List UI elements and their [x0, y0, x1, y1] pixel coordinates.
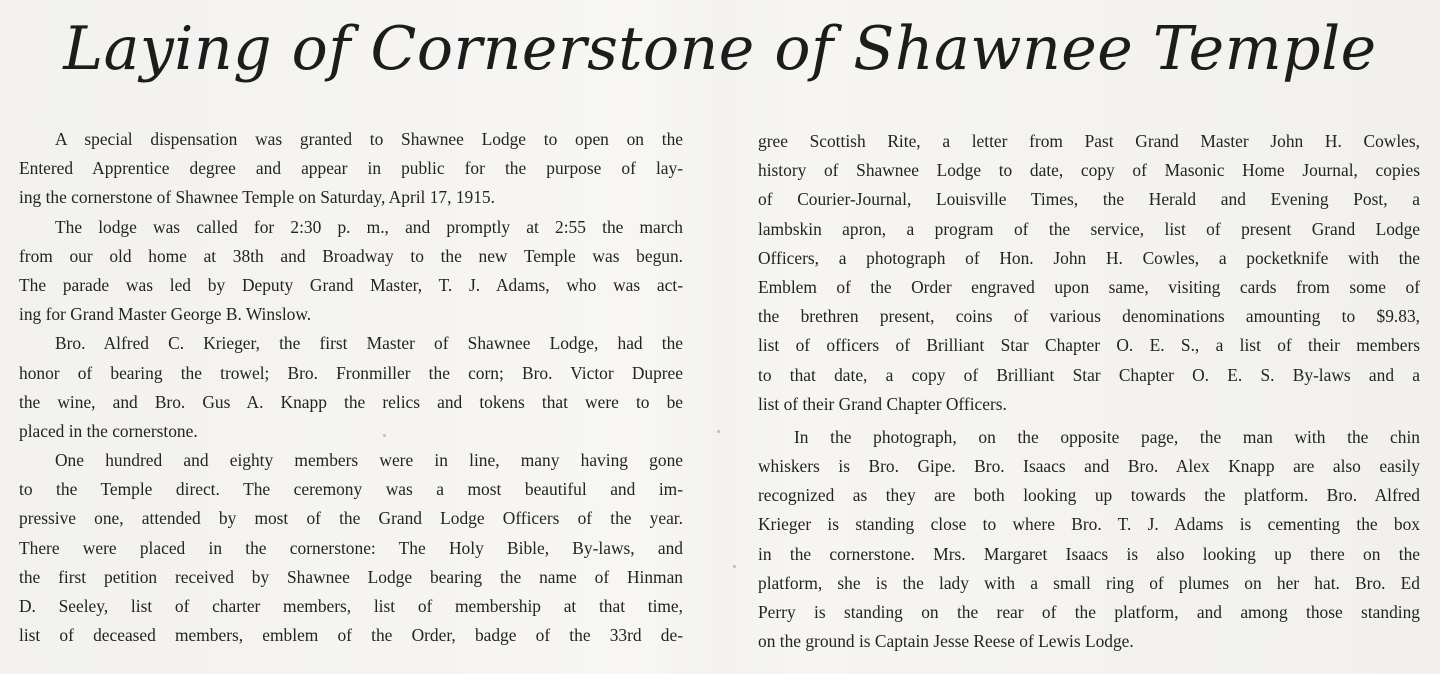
text-line: the brethren present, coins of various denominations amounting to $9.83, — [758, 306, 1420, 327]
paragraph — [19, 446, 683, 650]
page-title: Laying of Cornerstone of Shawnee Temple — [63, 14, 1377, 84]
text-line: in the cornerstone. Mrs. Margaret Isaacs is also looking up there on the — [758, 543, 1420, 564]
paragraph — [19, 213, 683, 330]
text-line: Perry is standing on the rear of the platform, and among those standing — [758, 602, 1420, 622]
paragraph — [758, 423, 1420, 657]
print-speck — [383, 434, 386, 437]
text-line: Krieger is standing close to where Bro. T. J. Adams is cementing the box — [758, 514, 1420, 535]
paragraph — [758, 127, 1420, 419]
text-line: from our old home at 38th and Broadway to the new Temple was begun. — [19, 245, 683, 266]
text-line: history of Shawnee Lodge to date, copy of Masonic Home Journal, copies — [758, 160, 1420, 181]
text-line: There were placed in the cornerstone: The Holy Bible, By-laws, and — [19, 537, 683, 558]
text-line: list of deceased members, emblem of the Order, badge of the 33rd de- — [19, 625, 683, 646]
left-text-column — [19, 125, 683, 650]
text-line: placed in the cornerstone. — [19, 420, 198, 441]
text-line: ing for Grand Master George B. Winslow. — [19, 304, 312, 325]
text-line: lambskin apron, a program of the service, list of present Grand Lodge — [758, 218, 1420, 239]
text-line: ing the cornerstone of Shawnee Temple on Saturday, April 17, 1915. — [19, 187, 495, 208]
text-line: Entered Apprentice degree and appear in public for the purpose of lay- — [19, 158, 683, 179]
text-line: honor of bearing the trowel; Bro. Fronmiller the corn; Bro. Victor Dupree — [19, 362, 683, 383]
text-line: Officers, a photograph of Hon. John H. Cowles, a pocketknife with the — [758, 247, 1420, 268]
text-line: The parade was led by Deputy Grand Master, T. J. Adams, who was act- — [19, 274, 683, 295]
text-line: In the photograph, on the opposite page, the man with the chin — [794, 426, 1420, 447]
text-line: Bro. Alfred C. Krieger, the first Master of Shawnee Lodge, had the — [55, 333, 683, 354]
text-line: to the Temple direct. The ceremony was a most beautiful and im- — [19, 479, 683, 500]
text-line: A special dispensation was granted to Shawnee Lodge to open on the — [55, 129, 683, 149]
text-line: of Courier-Journal, Louisville Times, the Herald and Evening Post, a — [758, 189, 1420, 210]
text-line: One hundred and eighty members were in line, many having gone — [55, 450, 683, 471]
right-text-column — [758, 127, 1420, 656]
text-line: recognized as they are both looking up towards the platform. Bro. Alfred — [758, 485, 1420, 506]
text-line: list of officers of Brilliant Star Chapter O. E. S., a list of their members — [758, 335, 1420, 356]
text-line: D. Seeley, list of charter members, list of membership at that time, — [19, 596, 683, 616]
paragraph — [19, 125, 683, 213]
print-speck — [717, 430, 720, 433]
text-line: the wine, and Bro. Gus A. Knapp the relics and tokens that were to be — [19, 391, 683, 412]
text-line: whiskers is Bro. Gipe. Bro. Isaacs and Bro. Alex Knapp are also easily — [758, 456, 1420, 477]
text-line: Emblem of the Order engraved upon same, visiting cards from some of — [758, 276, 1420, 297]
text-line: on the ground is Captain Jesse Reese of Lewis Lodge. — [758, 631, 1134, 652]
text-line: the first petition received by Shawnee Lodge bearing the name of Hinman — [19, 566, 683, 587]
paragraph — [19, 329, 683, 446]
text-line: pressive one, attended by most of the Grand Lodge Officers of the year. — [19, 508, 683, 529]
text-line: platform, she is the lady with a small ring of plumes on her hat. Bro. Ed — [758, 572, 1420, 593]
text-line: list of their Grand Chapter Officers. — [758, 393, 1007, 414]
text-line: gree Scottish Rite, a letter from Past Grand Master John H. Cowles, — [758, 131, 1420, 151]
text-line: The lodge was called for 2:30 p. m., and promptly at 2:55 the march — [55, 216, 683, 237]
print-speck — [733, 565, 736, 568]
text-line: to that date, a copy of Brilliant Star Chapter O. E. S. By-laws and a — [758, 364, 1420, 385]
